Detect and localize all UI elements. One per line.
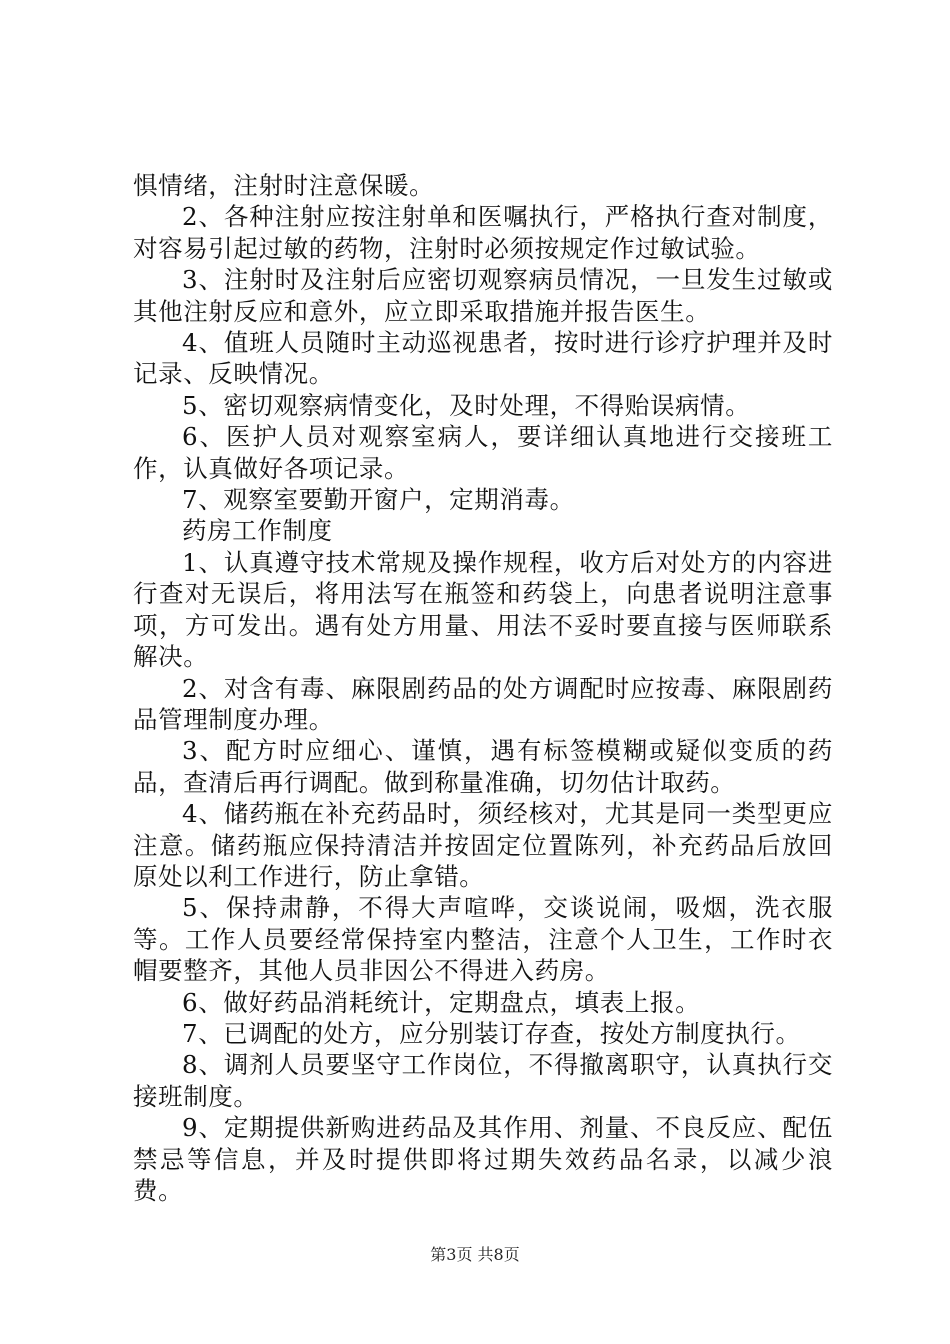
paragraph: 3、配方时应细心、谨慎，遇有标签模糊或疑似变质的药品，查清后再行调配。做到称量准确，切勿估计取药。 xyxy=(133,736,833,797)
paragraph: 7、观察室要勤开窗户，定期消毒。 xyxy=(182,485,575,515)
document-body xyxy=(133,170,833,1206)
paragraph: 1、认真遵守技术常规及操作规程，收方后对处方的内容进行查对无误后，将用法写在瓶签和药袋上，向患者说明注意事项，方可发出。遇有处方用量、用法不妥时要直接与医师联系解决。 xyxy=(133,547,833,672)
paragraph: 2、各种注射应按注射单和医嘱执行，严格执行查对制度，对容易引起过敏的药物，注射时必须按规定作过敏试验。 xyxy=(133,202,833,263)
paragraph: 惧情绪，注射时注意保暖。 xyxy=(133,171,435,200)
paragraph: 8、调剂人员要坚守工作岗位，不得撤离职守，认真执行交接班制度。 xyxy=(133,1050,833,1111)
paragraph: 2、对含有毒、麻限剧药品的处方调配时应按毒、麻限剧药品管理制度办理。 xyxy=(133,673,833,734)
paragraph: 5、保持肃静，不得大声喧哗，交谈说闹，吸烟，洗衣服等。工作人员要经常保持室内整洁，注意个人卫生，工作时衣帽要整齐，其他人员非因公不得进入药房。 xyxy=(133,893,833,986)
paragraph: 7、已调配的处方，应分别装订存查，按处方制度执行。 xyxy=(182,1018,801,1048)
paragraph: 4、储药瓶在补充药品时，须经核对，尤其是同一类型更应注意。储药瓶应保持清洁并按固定位置陈列，补充药品后放回原处以利工作进行，防止拿错。 xyxy=(133,799,833,891)
section-heading: 药房工作制度 xyxy=(182,516,333,546)
paragraph: 4、值班人员随时主动巡视患者，按时进行诊疗护理并及时记录、反映情况。 xyxy=(133,328,833,389)
paragraph: 9、定期提供新购进药品及其作用、剂量、不良反应、配伍禁忌等信息，并及时提供即将过期失效药品名录，以减少浪费。 xyxy=(133,1113,833,1205)
paragraph: 3、注射时及注射后应密切观察病员情况，一旦发生过敏或其他注射反应和意外，应立即采取措施并报告医生。 xyxy=(133,265,833,326)
page-number: 第3页 共8页 xyxy=(430,1245,520,1264)
paragraph: 6、做好药品消耗统计，定期盘点，填表上报。 xyxy=(182,987,701,1017)
paragraph: 6、医护人员对观察室病人，要详细认真地进行交接班工作，认真做好各项记录。 xyxy=(133,422,833,483)
paragraph: 5、密切观察病情变化，及时处理，不得贻误病情。 xyxy=(182,390,751,420)
